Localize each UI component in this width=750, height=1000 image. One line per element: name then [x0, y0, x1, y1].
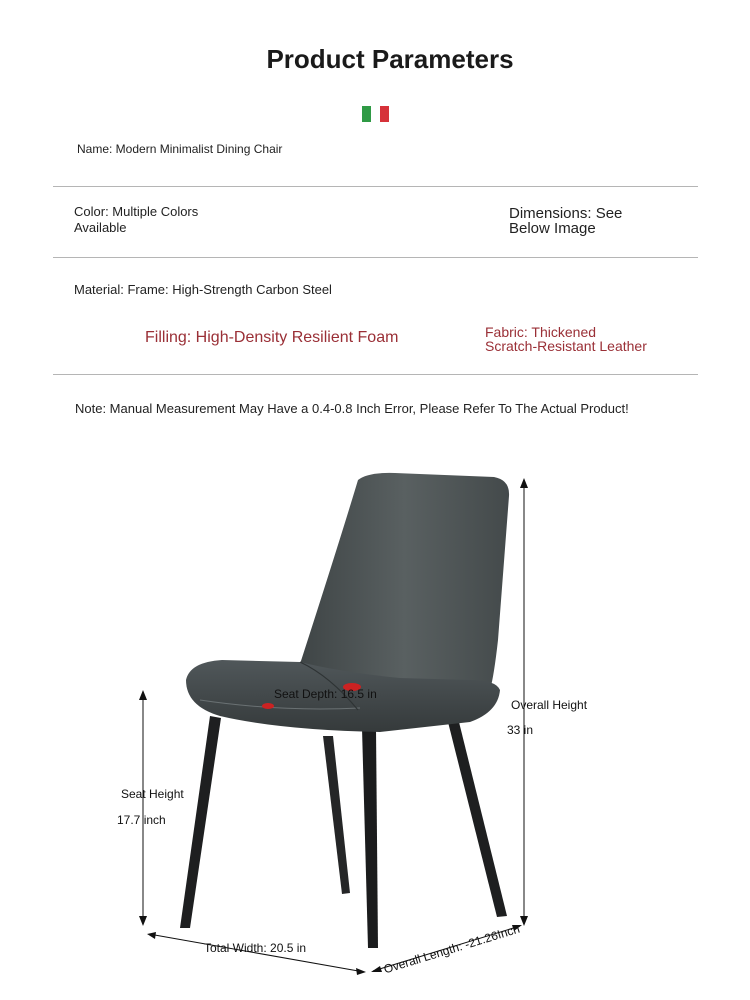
overall-height-label: Overall Height [511, 698, 588, 712]
dimensions-spec: Dimensions: See Below Image [509, 205, 623, 237]
chair-leg-back-right [447, 718, 507, 917]
page-title: Product Parameters [266, 44, 514, 74]
seat-depth-marker [262, 703, 274, 709]
chair-leg-front-center [362, 728, 378, 948]
chair-backrest [300, 473, 509, 690]
seat-height-value: 17.7 inch [117, 813, 166, 827]
chair-leg-front-left [180, 716, 221, 928]
filling-spec: Filling: High-Density Resilient Foam [145, 329, 399, 346]
chair-leg-back-left [323, 736, 350, 894]
measurement-note: Note: Manual Measurement May Have a 0.4-0.8 Inch Error, Please Refer To The Actual Product! [75, 401, 629, 416]
overall-height-value: 33 in [507, 723, 534, 737]
total-width-label: Total Width: 20.5 in [204, 941, 307, 955]
seat-depth-label: Seat Depth: 16.5 in [274, 687, 377, 701]
product-name: Name: Modern Minimalist Dining Chair [77, 142, 283, 156]
material-spec: Material: Frame: High-Strength Carbon Steel [74, 282, 332, 297]
overall-length-label: Overall Length: -21.26Inch [382, 921, 522, 977]
fabric-spec: Fabric: Thickened Scratch-Resistant Leather [485, 324, 647, 354]
color-spec: Color: Multiple Colors Available [74, 204, 199, 235]
seat-height-label: Seat Height [121, 787, 184, 801]
